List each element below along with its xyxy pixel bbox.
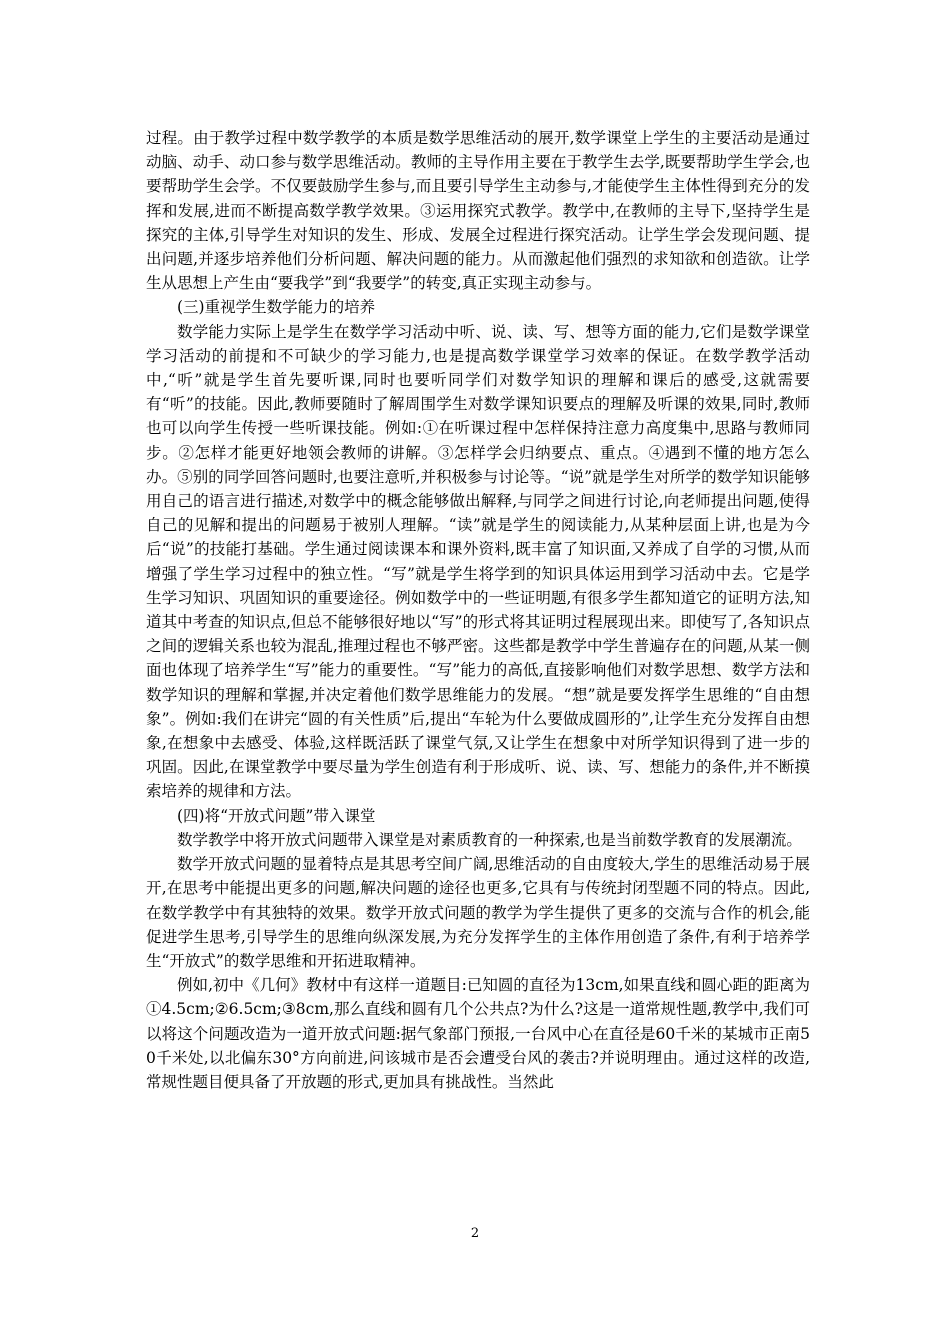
paragraph-2: 数学能力实际上是学生在数学学习活动中听、说、读、写、想等方面的能力,它们是数学课堂学习活动的前提和不可缺少的学习能力,也是提高数学课堂学习效率的保证。在数学教学活动中,“听”就是学生首先要听课,同时也要听同学们对数学知识的理解和课后的感受,这就需要有“听”的技能。因此,教师要随时了解周围学生对数学课知识要点的理解及听课的效果,同时,教师也可以向学生传授一些听课技能。例如:①在听课过程中怎样保持注意力高度集中,思路与教师同步。②怎样才能更好地领会教师的讲解。③怎样学会归纳要点、重点。④遇到不懂的地方怎么办。⑤别的同学回答问题时,也要注意听,并积极参与讨论等。“说”就是学生对所学的数学知识能够用自己的语言进行描述,对数学中的概念能够做出解释,与同学之间进行讨论,向老师提出问题,使得自己的见解和提出的问题易于被别人理解。“读”就是学生的阅读能力,从某种层面上讲,也是为今后“说”的技能打基础。学生通过阅读课本和课外资料,既丰富了知识面,又养成了自学的习惯,从而增强了学生学习过程中的独立性。“写”就是学生将学到的知识具体运用到学习活动中去。它是学生学习知识、巩固知识的重要途径。例如数学中的一些证明题,有很多学生都知道它的证明方法,知道其中考查的知识点,但总不能够很好地以“写”的形式将其证明过程展现出来。即使写了,各知识点之间的逻辑关系也较为混乱,推理过程也不够严密。这些都是教学中学生普遍存在的问题,从某一侧面也体现了培养学生“写”能力的重要性。“写”能力的高低,直接影响他们对数学思想、数学方法和数学知识的理解和掌握,并决定着他们数学思维能力的发展。“想”就是要发挥学生思维的“自由想象”。例如:我们在讲完“圆的有关性质”后,提出“车轮为什么要做成圆形的”,让学生充分发挥自由想象,在想象中去感受、体验,这样既活跃了课堂气氛,又让学生在想象中对所学知识得到了进一步的巩固。因此,在课堂教学中要尽量为学生创造有利于形成听、说、读、写、想能力的条件,并不断摸索培养的规律和方法。 [146, 322, 810, 801]
paragraph-4: 数学开放式问题的显着特点是其思考空间广阔,思维活动的自由度较大,学生的思维活动易于展开,在思考中能提出更多的问题,解决问题的途径也更多,它具有与传统封闭型题不同的特点。因此,在数学教学中有其独特的效果。数学开放式问题的教学为学生提供了更多的交流与合作的机会,能促进学生思考,引导学生的思维向纵深发展,为充分发挥学生的主体作用创造了条件,有利于培养学生“开放式”的数学思维和开拓进取精神。 [146, 855, 810, 970]
paragraph-3: 数学教学中将开放式问题带入课堂是对素质教育的一种探索,也是当前数学教育的发展潮流。 [177, 830, 802, 849]
body-text [146, 126, 810, 1094]
paragraph-1: 过程。由于教学过程中数学教学的本质是数学思维活动的展开,数学课堂上学生的主要活动是通过动脑、动手、动口参与数学思维活动。教师的主导作用主要在于教学生去学,既要帮助学生学会,也要帮助学生会学。不仅要鼓励学生参与,而且要引导学生主动参与,才能使学生主体性得到充分的发挥和发展,进而不断提高数学教学效果。③运用探究式教学。教学中,在教师的主导下,坚持学生是探究的主体,引导学生对知识的发生、形成、发展全过程进行探究活动。让学生学会发现问题、提出问题,并逐步培养他们分析问题、解决问题的能力。从而激起他们强烈的求知欲和创造欲。让学生从思想上产生由“要我学”到“我要学”的转变,真正实现主动参与。 [146, 129, 810, 293]
paragraph-5: 例如,初中《几何》教材中有这样一道题目:已知圆的直径为13cm,如果直线和圆心距的距离为①4.5cm;②6.5cm;③8cm,那么直线和圆有几个公共点?为什么?这是一道常规性题,教学中,我们可以将这个问题改造为一道开放式问题:据气象部门预报,一台风中心在直径是60千米的某城市正南50千米处,以北偏东30°方向前进,问该城市是否会遭受台风的袭击?并说明理由。通过这样的改造,常规性题目便具备了开放题的形式,更加具有挑战性。当然此 [146, 976, 810, 1091]
section-heading-3: (三)重视学生数学能力的培养 [177, 298, 376, 317]
section-heading-4: (四)将“开放式问题”带入课堂 [177, 806, 376, 825]
page-number: 2 [470, 1226, 480, 1241]
